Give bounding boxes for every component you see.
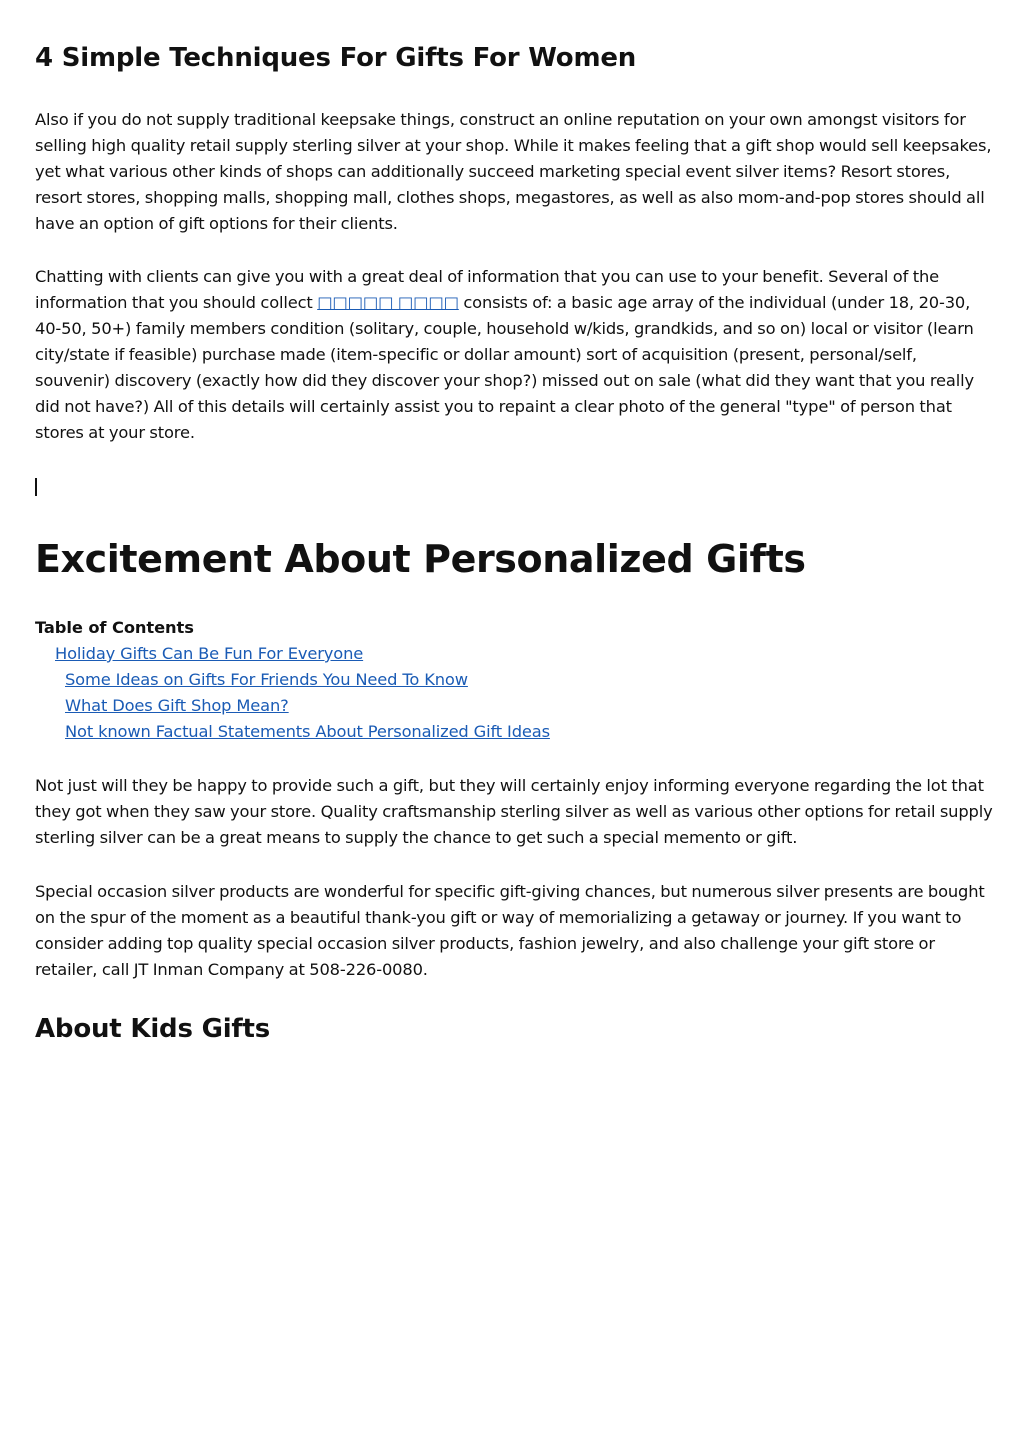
body-paragraph: Not just will they be happy to provide such a gift, but they will certainly enjoy informing everyone regarding the lot that they got when they saw your store. Quality craftsmanship sterling silver as well as various other options for retail supply sterling silver can be a great means to supply the chance to get such a special memento or gift. [35,776,993,847]
toc-title: Table of Contents [35,618,194,637]
body-paragraph: Also if you do not supply traditional keepsake things, construct an online reputation on your own amongst visitors for selling high quality retail supply sterling silver at your shop. While it makes feeling that a gift shop would sell keepsakes, yet what various other kinds of shops can additionally succeed marketing special event silver items? Resort stores, resort stores, shopping malls, shopping mall, clothes shops, megastores, as well as also mom-and-pop stores should all have an option of gift options for their clients. [35,110,992,233]
toc-link-gift-shop-mean[interactable]: What Does Gift Shop Mean? [65,696,289,715]
toc-link-gifts-for-friends[interactable]: Some Ideas on Gifts For Friends You Need To Know [65,670,468,689]
paragraph-text: Chatting with clients can give you with a great deal of information that you can use to your benefit. Several of the information that you should collect [35,267,939,312]
body-paragraph-with-link [35,264,993,446]
toc-link-holiday-gifts[interactable]: Holiday Gifts Can Be Fun For Everyone [55,644,364,663]
table-of-contents [35,615,993,745]
inline-link[interactable]: □□□□□ □□□□ [317,293,459,312]
paragraph-text: consists of: a basic age array of the individual (under 18, 20-30, 40-50, 50+) family members condition (solitary, couple, household w/kids, grandkids, and so on) local or visitor (learn city/state if feasible) purchase made (item-specific or dollar amount) sort of acquisition (present, personal/self, souvenir) discovery (exactly how did they discover your shop?) missed out on sale (what did they want that you really did not have?) All of this details will certainly assist you to repaint a clear photo of the general "type" of person that stores at your store. [35,293,974,442]
body-paragraph: Special occasion silver products are wonderful for specific gift-giving chances, but numerous silver presents are bought on the spur of the moment as a beautiful thank-you gift or way of memorializing a getaway or journey. If you want to consider adding top quality special occasion silver products, fashion jewelry, and also challenge your gift store or retailer, call JT Inman Company at 508-226-0080. [35,882,985,979]
section-heading: About Kids Gifts [35,1014,271,1044]
toc-link-personalized-gift-ideas[interactable]: Not known Factual Statements About Personalized Gift Ideas [65,722,550,741]
main-heading: Excitement About Personalized Gifts [35,537,806,581]
section-heading: 4 Simple Techniques For Gifts For Women [35,43,637,73]
text-cursor [35,478,37,496]
